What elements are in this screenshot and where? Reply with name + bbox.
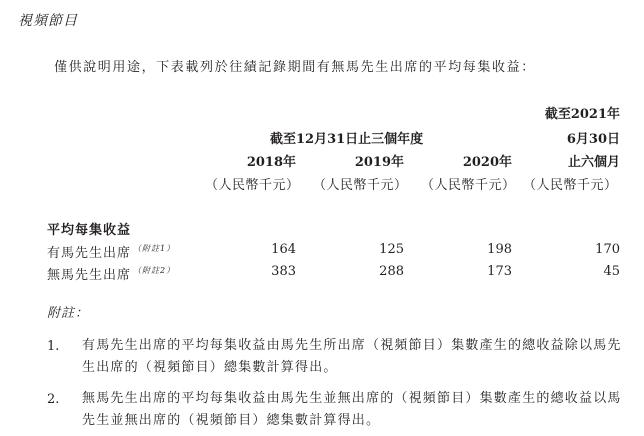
footnote-text: 無馬先生出席的平均每集收益由馬先生並無出席的（視頻節目）集數產生的總收益以馬先生並無出席的（視頻節目）總集數計算得出。 — [82, 391, 622, 428]
last-col-header-line1: 截至2021年 — [544, 107, 620, 122]
table-cell: 288 — [379, 264, 404, 279]
table-section-label: 平均每集收益 — [47, 223, 132, 238]
unit-label-2019: （人民幣千元） — [313, 178, 408, 193]
table-row-label-with — [47, 242, 175, 261]
period-header-2021: 止六個月 — [567, 155, 620, 170]
row-note-mark: （附註2） — [133, 266, 176, 275]
table-row-label-without — [47, 264, 175, 283]
row-label-text: 無馬先生出席 — [47, 268, 132, 283]
year-header-2019: 2019年 — [354, 155, 404, 170]
table-cell: 383 — [271, 264, 296, 279]
table-cell: 170 — [595, 242, 620, 257]
footnote-text: 有馬先生出席的平均每集收益由馬先生所出席（視頻節目）集數產生的總收益除以馬先生出席的（視頻節目）總集數計算得出。 — [82, 338, 622, 375]
table-cell: 198 — [487, 242, 512, 257]
year-header-2020: 2020年 — [462, 155, 512, 170]
table-cell: 45 — [603, 264, 620, 279]
year-header-2018: 2018年 — [246, 155, 296, 170]
footnote-number: 2. — [47, 392, 60, 407]
last-col-header-line2: 6月30日 — [566, 132, 620, 147]
unit-label-2020: （人民幣千元） — [421, 178, 516, 193]
unit-label-2021: （人民幣千元） — [523, 178, 618, 193]
intro-paragraph: 僅供說明用途，下表載列於往績記錄期間有無馬先生出席的平均每集收益： — [54, 60, 536, 75]
section-title: 視頻節目 — [18, 13, 78, 29]
table-cell: 173 — [487, 264, 512, 279]
row-label-text: 有馬先生出席 — [47, 246, 132, 261]
footnotes-title: 附註： — [47, 306, 90, 321]
row-note-mark: （附註1） — [133, 244, 176, 253]
table-cell: 125 — [379, 242, 404, 257]
col-group-header: 截至12月31日止三個年度 — [270, 132, 424, 147]
table-cell: 164 — [271, 242, 296, 257]
footnote-number: 1. — [47, 339, 60, 354]
unit-label-2018: （人民幣千元） — [205, 178, 300, 193]
